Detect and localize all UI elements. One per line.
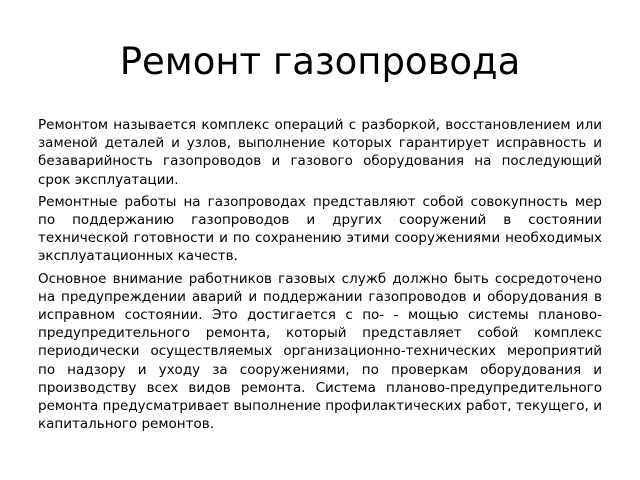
paragraph-maintenance-system: Основное внимание работников газовых служб должно быть сосредоточено на предупреждении аварий и поддержании газопроводов и оборудования в исправном состоянии. Это достигается с по- - мощью системы планово-предупредительного ремонта, который представляет собой комплекс периодически осуществляемых организационно-технических мероприятий по надзору и уходу за сооружениями, по проверкам оборудования и производству всех видов ремонта. Система планово-предупредительного ремонта предусматривает выполнение профилактических работ, текущего, и капитального ремонтов. — [38, 270, 602, 433]
slide-title: Ремонт газопровода — [119, 40, 521, 83]
slide-body — [38, 116, 602, 437]
paragraph-repair-works: Ремонтные работы на газопроводах представляют собой совокупность мер по поддержанию газопроводов и других сооружений в состоянии технической готовности и по сохранению этими сооружениями необходимых эксплуатационных качеств. — [38, 193, 602, 265]
paragraph-definition: Ремонтом называется комплекс операций с разборкой, восстановлением или заменой деталей и узлов, выполнение которых гарантирует исправность и безаварийность газопроводов и газового оборудования на последующий срок эксплуатации. — [38, 117, 602, 188]
